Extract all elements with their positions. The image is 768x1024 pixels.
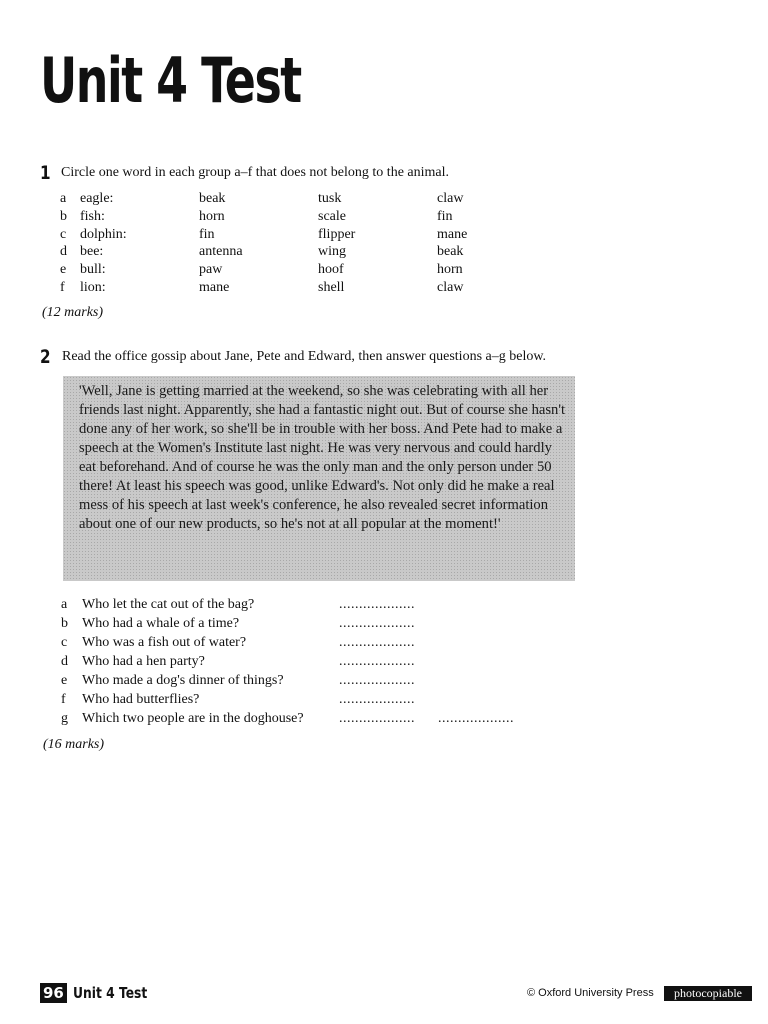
answer-blank[interactable]: ................... <box>339 711 415 726</box>
answer-blank[interactable]: ................... <box>339 673 415 688</box>
answer-blank[interactable]: ................... <box>339 692 415 707</box>
footer-unit-title: Unit 4 Test <box>73 984 148 1002</box>
answer-blank[interactable]: ................... <box>339 597 415 612</box>
question-2-marks: (16 marks) <box>43 737 105 752</box>
word-option: tusk <box>318 191 342 206</box>
question-letter: d <box>61 654 68 669</box>
question-text: Who let the cat out of the bag? <box>82 597 255 612</box>
word-option: shell <box>318 279 345 295</box>
row-letter: d <box>60 244 67 260</box>
word-option: wing <box>318 244 346 260</box>
row-letter: f <box>60 279 65 295</box>
word-option: flipper <box>318 226 356 242</box>
row-animal: lion: <box>80 279 106 295</box>
question-1-marks: (12 marks) <box>42 305 104 320</box>
row-letter: b <box>60 208 67 224</box>
question-2-number: 2 <box>40 346 51 368</box>
question-letter: a <box>61 597 68 612</box>
question-letter: c <box>61 635 68 650</box>
question-letter: b <box>61 616 68 631</box>
word-option: horn <box>199 208 225 224</box>
question-text: Who was a fish out of water? <box>82 635 247 650</box>
gossip-text-box <box>63 376 575 581</box>
question-letter: g <box>61 711 68 726</box>
page-number-badge: 96 <box>40 983 67 1003</box>
word-option: fin <box>437 208 453 224</box>
question-text: Which two people are in the doghouse? <box>82 711 304 726</box>
page-title: Unit 4 Test <box>40 44 301 117</box>
word-option: beak <box>199 191 226 206</box>
question-text: Who had a hen party? <box>82 654 205 669</box>
row-animal: dolphin: <box>80 226 127 242</box>
row-animal: bee: <box>80 244 104 260</box>
question-2-instruction: Read the office gossip about Jane, Pete and Edward, then answer questions a–g below. <box>62 349 547 364</box>
word-option: claw <box>437 191 464 206</box>
gossip-text: 'Well, Jane is getting married at the weekend, so she was celebrating with all her friends last night. Apparently, she had a fantastic night out. But of course she hasn't done any of her work, so she'll be in trouble with her boss. And Pete had to make a speech at the Women's Institute last night. He was very nervous and could hardly eat beforehand. And of course he was the only man and the only person under 50 there! At least his speech was good, unlike Edward's. Not only did he make a real mess of his speech at last week's conference, he also revealed secret information about one of our new products, so he's not at all popular at the moment!' <box>79 383 566 532</box>
word-option: beak <box>437 244 464 260</box>
row-animal: bull: <box>80 262 106 278</box>
word-option: mane <box>437 226 468 242</box>
word-option: scale <box>318 208 346 224</box>
question-1-number: 1 <box>40 162 51 184</box>
question-letter: f <box>61 692 66 707</box>
photocopiable-label: photocopiable <box>664 986 752 1001</box>
word-option: hoof <box>318 262 344 278</box>
answer-blank[interactable]: ................... <box>339 654 415 669</box>
answer-blank-second[interactable]: ................... <box>438 711 514 726</box>
row-letter: a <box>60 191 67 206</box>
row-letter: e <box>60 262 67 278</box>
word-option: paw <box>199 262 223 278</box>
word-option: antenna <box>199 244 243 260</box>
copyright-notice: © Oxford University Press <box>527 987 654 999</box>
word-option: mane <box>199 279 230 295</box>
answer-blank[interactable]: ................... <box>339 635 415 650</box>
word-option: fin <box>199 226 215 242</box>
answer-blank[interactable]: ................... <box>339 616 415 631</box>
question-text: Who had a whale of a time? <box>82 616 240 631</box>
row-letter: c <box>60 226 67 242</box>
question-text: Who made a dog's dinner of things? <box>82 673 284 688</box>
word-option: horn <box>437 262 463 278</box>
word-option: claw <box>437 279 464 295</box>
row-animal: eagle: <box>80 191 114 206</box>
question-text: Who had butterflies? <box>82 692 200 707</box>
question-1-instruction: Circle one word in each group a–f that does not belong to the animal. <box>61 165 450 180</box>
row-animal: fish: <box>80 208 105 224</box>
question-letter: e <box>61 673 68 688</box>
